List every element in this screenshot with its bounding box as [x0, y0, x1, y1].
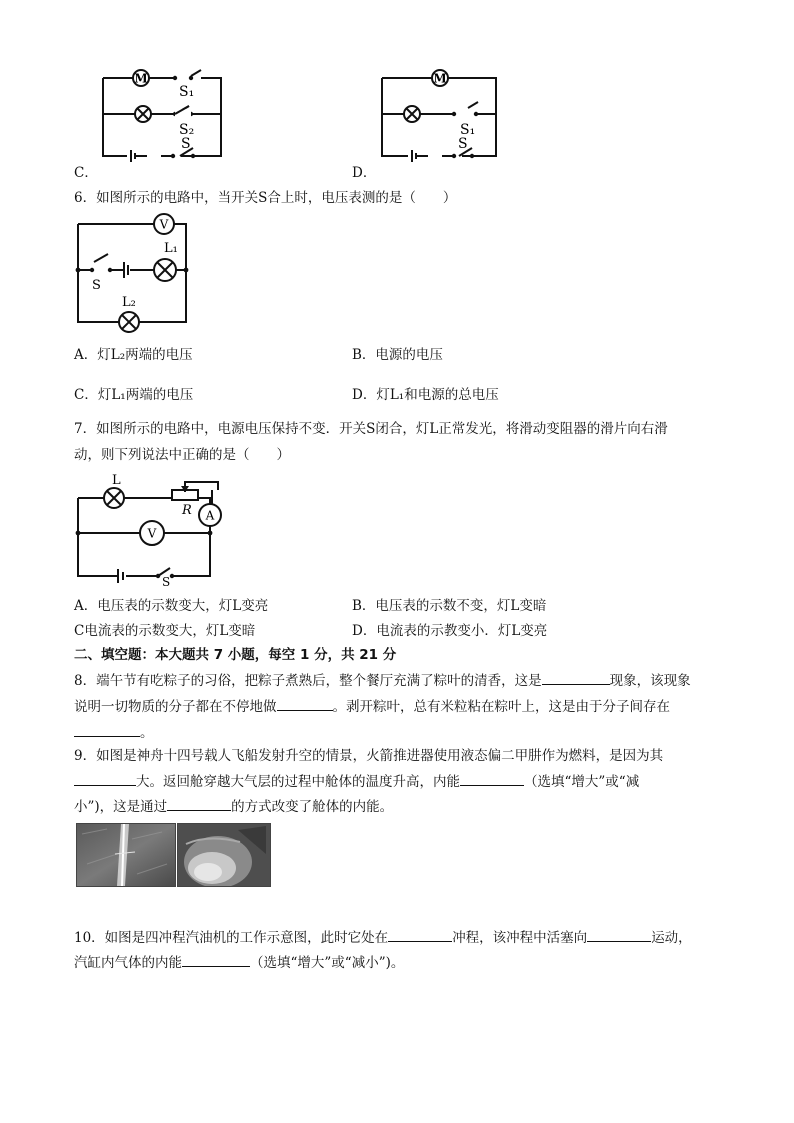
q8-line3 — [74, 722, 154, 743]
q8-text: 现象，该现象 — [609, 673, 691, 689]
answer-blank[interactable] — [587, 927, 651, 942]
q8-line2 — [74, 696, 670, 717]
q8-text: 。剥开粽叶，总有米粒粘在粽叶上，这是由于分子间存在 — [332, 699, 670, 715]
option-text: 灯L₂两端的电压 — [97, 347, 193, 363]
q10-line1 — [74, 927, 692, 948]
switch-label-d-s: S — [458, 136, 468, 152]
motor-symbol-c: M — [134, 71, 148, 86]
circuit-diagram-c — [95, 64, 235, 164]
circuit-diagram-d — [376, 64, 516, 164]
resistor-label-r: R — [182, 503, 192, 518]
q6-option-b — [352, 345, 443, 365]
switch-label-c-s1: S₁ — [179, 84, 195, 100]
q10-text: 冲程，该冲程中活塞向 — [452, 930, 588, 946]
q9-text: 大。返回舱穿越大气层的过程中舱体的温度升高，内能 — [136, 774, 460, 790]
option-letter: A． — [74, 598, 98, 614]
option-text: 电流表的示教变小．灯L变亮 — [376, 623, 548, 639]
q6-option-d — [352, 385, 499, 405]
answer-blank[interactable] — [388, 927, 452, 942]
answer-blank[interactable] — [74, 722, 140, 737]
switch-label-q6: S — [92, 278, 101, 293]
option-text: 灯L₁和电源的总电压 — [376, 387, 499, 403]
q9-line3 — [74, 796, 393, 817]
option-text: 电压表的示数变大，灯L变亮 — [97, 598, 269, 614]
switch-label-c-s: S — [181, 136, 191, 152]
lamp-label-l1: L₁ — [164, 241, 178, 256]
switch-label-c-s2: S₂ — [179, 122, 195, 138]
switch-label-q7: S — [162, 575, 171, 589]
q10-text: 10．如图是四冲程汽油机的工作示意图，此时它处在 — [74, 930, 389, 946]
ammeter-symbol: A — [205, 508, 215, 523]
q8-text: 8．端午节有吃粽子的习俗，把粽子煮熟后，整个餐厅充满了粽叶的清香，这是 — [74, 673, 542, 689]
option-letter: B． — [352, 347, 376, 363]
option-d-label: D． — [352, 165, 377, 181]
q9-text: （选填“增大”或“减 — [524, 774, 640, 790]
q6-stem: 6．如图所示的电路中，当开关S合上时，电压表测的是（ ） — [74, 190, 457, 206]
q7-option-d — [352, 621, 547, 641]
option-letter: A． — [74, 347, 98, 363]
q8-text: 说明一切物质的分子都在不停地做 — [74, 699, 277, 715]
lamp-label-l2: L₂ — [122, 295, 136, 310]
voltmeter-symbol-q7: V — [147, 526, 157, 541]
q9-line2 — [74, 771, 639, 792]
answer-blank[interactable] — [460, 771, 524, 786]
q7-stem-line1: 7．如图所示的电路中，电源电压保持不变．开关S闭合，灯L正常发光，将滑动变阻器的滑片向右滑 — [74, 421, 668, 437]
q7-option-a — [74, 596, 268, 616]
q9-text: 小”)，这是通过 — [74, 799, 168, 815]
option-letter: D． — [352, 623, 377, 639]
answer-blank[interactable] — [182, 952, 250, 967]
q9-line1: 9．如图是神舟十四号载人飞船发射升空的情景，火箭推进器使用液态偏二甲肼作为燃料，是因为其 — [74, 748, 664, 764]
motor-symbol-d: M — [433, 71, 447, 86]
option-c-label: C． — [74, 165, 98, 181]
q7-stem-line2: 动，则下列说法中正确的是（ ） — [74, 447, 290, 463]
option-letter: B． — [352, 598, 376, 614]
q7-circuit-diagram — [68, 470, 228, 589]
q8-line1 — [74, 670, 691, 691]
q10-text: 运动， — [651, 930, 692, 946]
q10-text: 汽缸内气体的内能 — [74, 955, 182, 971]
voltmeter-symbol-q6: V — [159, 217, 169, 232]
section-heading: 二、填空题：本大题共 7 小题，每空 1 分，共 21 分 — [74, 647, 397, 663]
option-text: 灯L₁两端的电压 — [97, 387, 194, 403]
option-letter: C． — [74, 387, 98, 403]
answer-blank[interactable] — [167, 796, 231, 811]
answer-blank[interactable] — [277, 696, 333, 711]
q10-text: （选填“增大”或“减小”)。 — [250, 955, 405, 971]
answer-blank[interactable] — [542, 670, 610, 685]
rocket-launch-photo — [76, 823, 176, 887]
q7-option-c — [74, 621, 255, 641]
q7-option-b — [352, 596, 546, 616]
q6-option-c — [74, 385, 193, 405]
q8-text: 。 — [140, 725, 154, 741]
option-text: 电流表的示数变大，灯L变暗 — [84, 623, 256, 639]
answer-blank[interactable] — [74, 771, 136, 786]
switch-label-d-s1: S₁ — [460, 122, 476, 138]
q6-circuit-diagram — [68, 210, 198, 335]
option-letter: C — [74, 623, 85, 639]
q6-option-a — [74, 345, 193, 365]
q10-line2 — [74, 952, 404, 973]
option-text: 电源的电压 — [375, 347, 443, 363]
capsule-reentry-photo — [177, 823, 271, 887]
q9-text: 的方式改变了舱体的内能。 — [231, 799, 394, 815]
lamp-label-l: L — [112, 473, 121, 488]
option-text: 电压表的示数不变，灯L变暗 — [375, 598, 547, 614]
option-letter: D． — [352, 387, 377, 403]
